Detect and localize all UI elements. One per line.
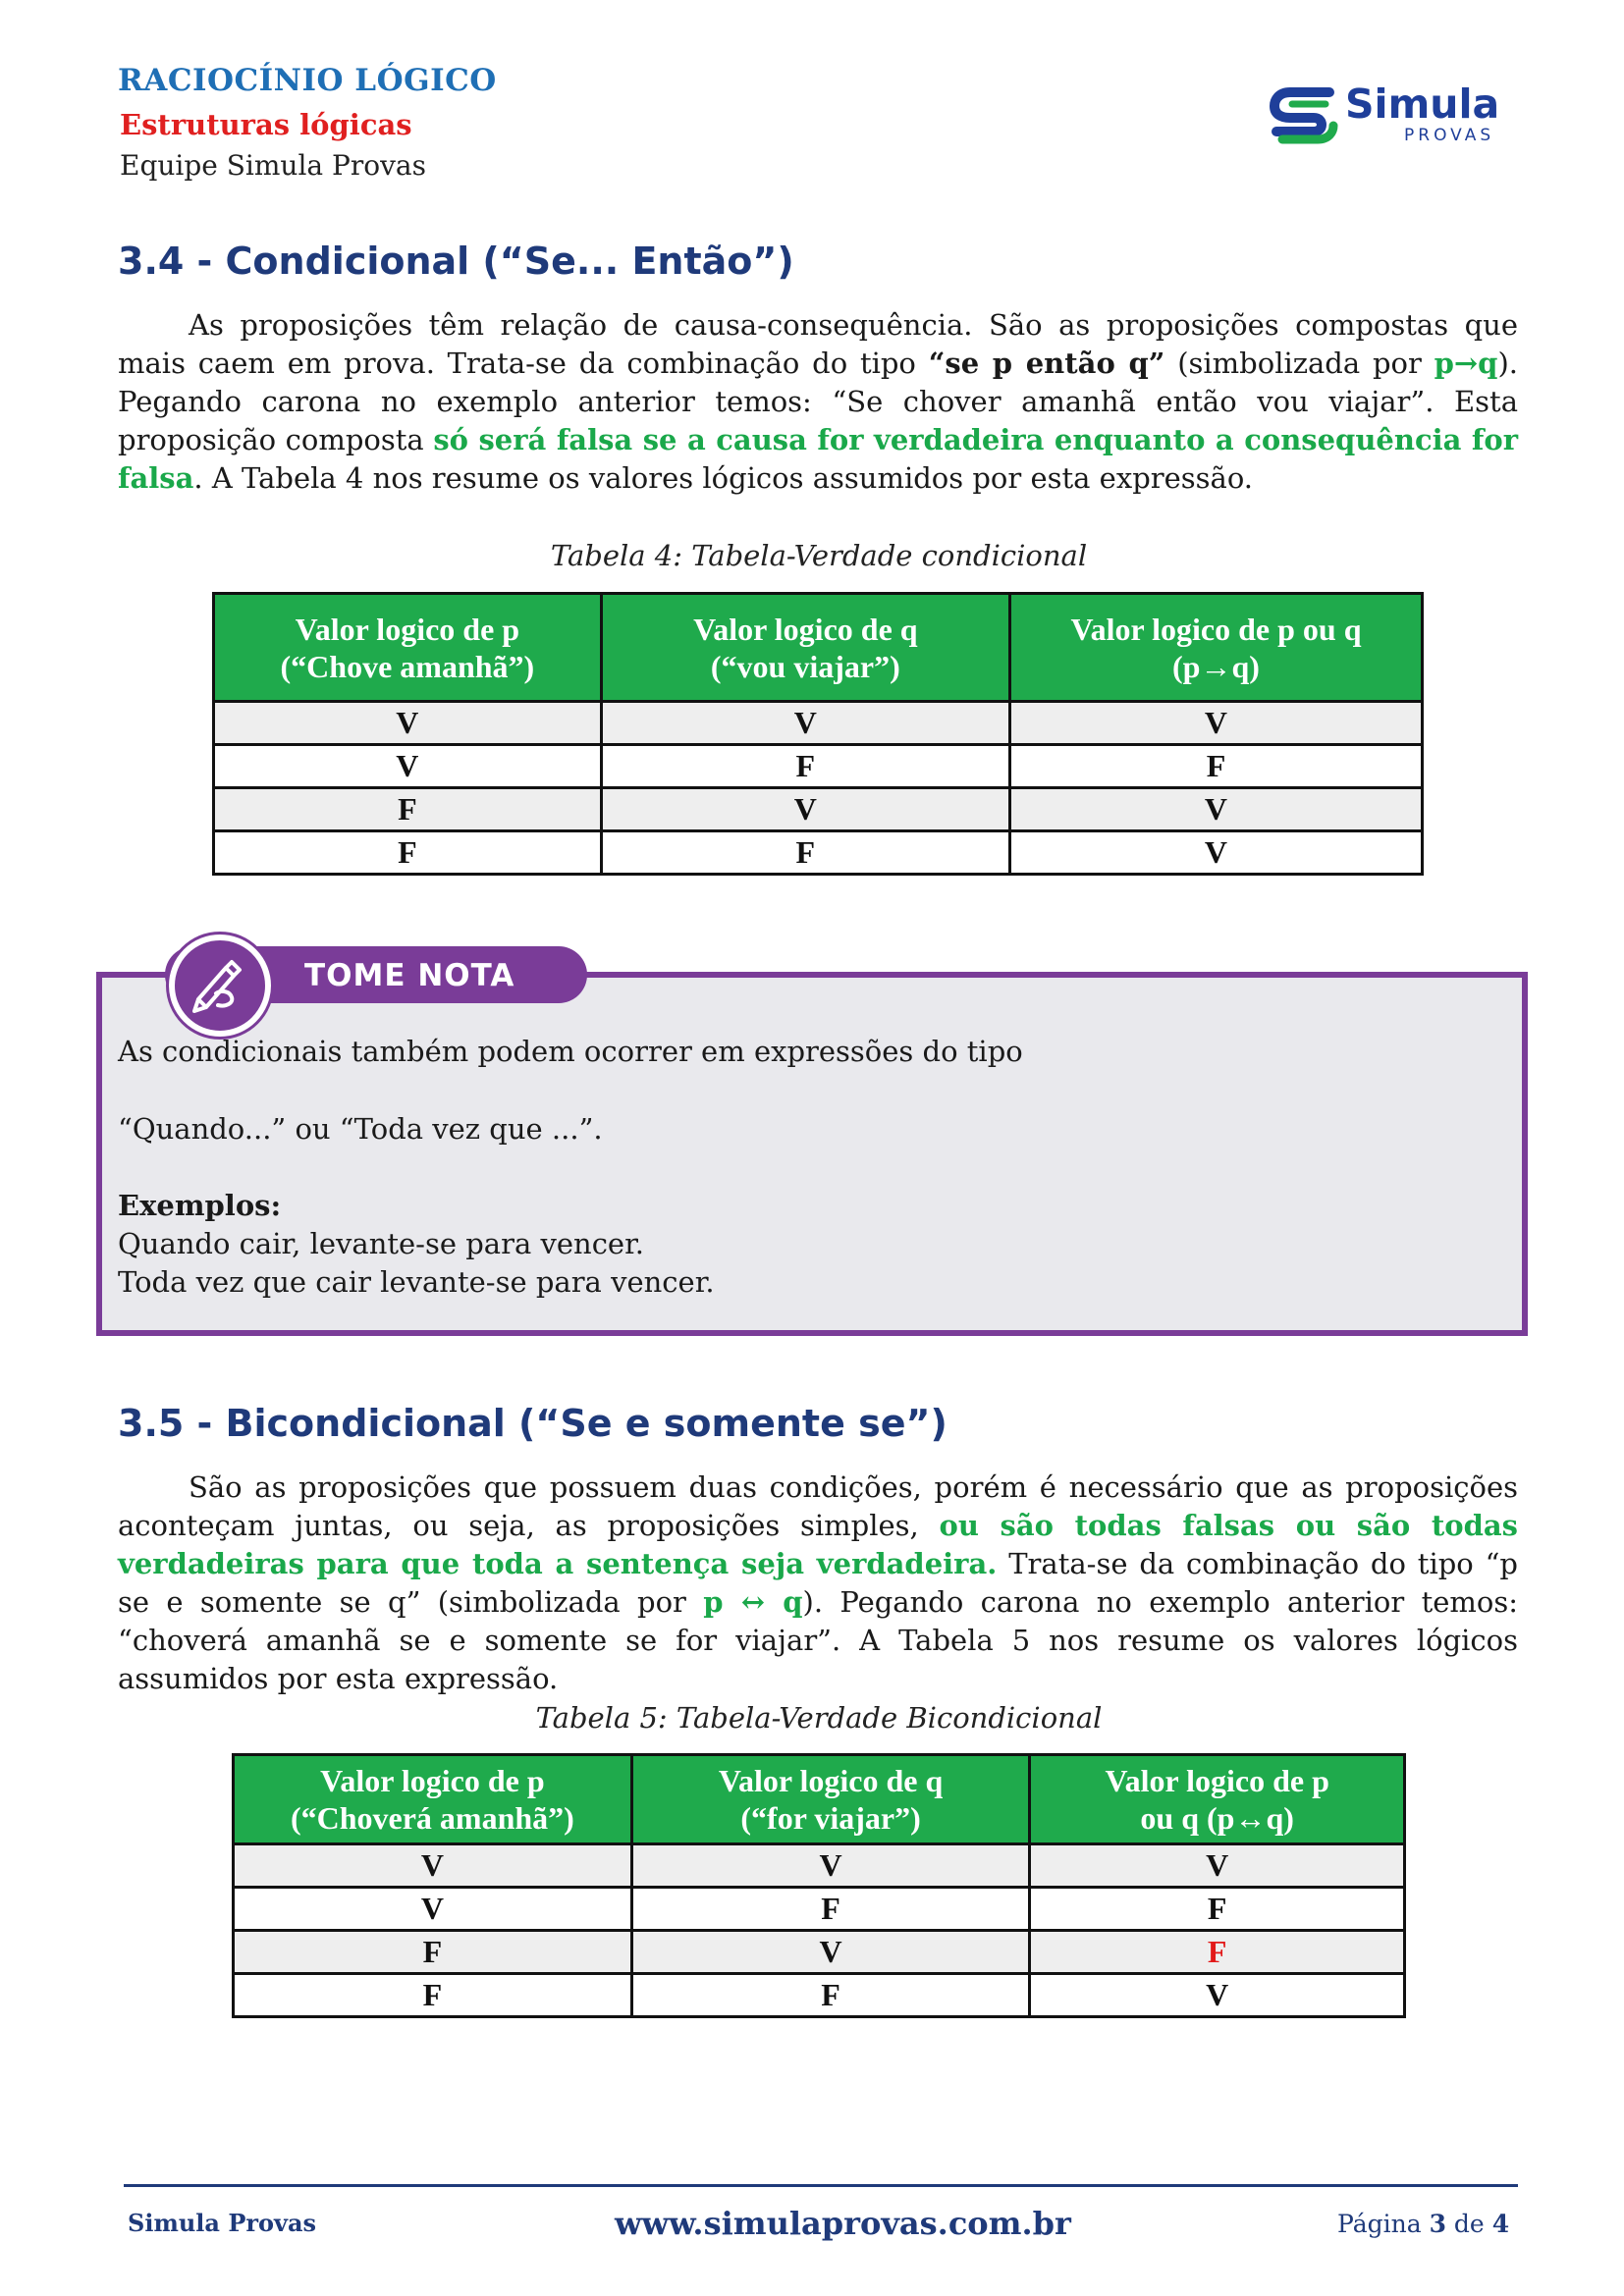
table-5-caption: Tabela 5: Tabela-Verdade Bicondicional xyxy=(535,1701,1103,1735)
footer-divider xyxy=(124,2184,1518,2187)
note-line-2: “Quando...” ou “Toda vez que ...”. xyxy=(118,1112,603,1146)
section-title-bicondicional: 3.5 - Bicondicional (“Se e somente se”) xyxy=(118,1402,947,1445)
table-cell: V xyxy=(631,1931,1030,1974)
simula-logo-icon xyxy=(1269,82,1339,147)
logo-subtitle: PROVAS xyxy=(1404,126,1495,145)
table-header-p: Valor logico de p (“Choverá amanhã”) xyxy=(234,1755,632,1844)
table-cell: V xyxy=(631,1844,1030,1888)
header-subject: RACIOCÍNIO LÓGICO xyxy=(118,63,497,98)
table-cell: F xyxy=(631,1974,1030,2017)
header-topic: Estruturas lógicas xyxy=(120,108,412,141)
table-cell: V xyxy=(234,1844,632,1888)
header-team: Equipe Simula Provas xyxy=(120,149,426,182)
table-cell: V xyxy=(1009,702,1422,745)
table-cell: F xyxy=(601,745,1009,788)
table-cell: F xyxy=(601,831,1009,875)
note-line-1: As condicionais também podem ocorrer em expressões do tipo xyxy=(118,1035,1023,1068)
table-row xyxy=(214,745,1423,788)
table-row xyxy=(234,1931,1405,1974)
table-cell: F xyxy=(1030,1888,1405,1931)
table-cell: F xyxy=(214,831,602,875)
table-header-p: Valor logico de p (“Chove amanhã”) xyxy=(214,594,602,702)
table-cell: F xyxy=(234,1974,632,2017)
table-cell: V xyxy=(234,1888,632,1931)
note-example-1: Quando cair, levante-se para vencer. xyxy=(118,1227,644,1260)
table-header-q: Valor logico de q (“for viajar”) xyxy=(631,1755,1030,1844)
logo-wordmark: Simula xyxy=(1345,80,1500,128)
table-cell: V xyxy=(601,702,1009,745)
table-row xyxy=(234,1844,1405,1888)
table-header-result: Valor logico de p ou q (p→q) xyxy=(1009,594,1422,702)
table-row xyxy=(234,1974,1405,2017)
table-cell: V xyxy=(1030,1974,1405,2017)
table-cell: F xyxy=(234,1931,632,1974)
table-row xyxy=(214,788,1423,831)
truth-table-bicondicional xyxy=(232,1753,1406,2018)
truth-table-condicional xyxy=(212,592,1424,876)
table-cell: V xyxy=(1009,788,1422,831)
table-cell: F xyxy=(1009,745,1422,788)
note-examples-label: Exemplos: xyxy=(118,1189,282,1222)
pencil-hand-icon xyxy=(187,954,247,1013)
section-title-condicional: 3.4 - Condicional (“Se... Então”) xyxy=(118,240,794,283)
table-cell: F xyxy=(214,788,602,831)
note-example-2: Toda vez que cair levante-se para vencer. xyxy=(118,1265,715,1299)
table-4-caption: Tabela 4: Tabela-Verdade condicional xyxy=(550,539,1088,572)
paragraph-condicional: As proposições têm relação de causa-consequência. São as proposições compostas que mais caem em prova. Trata-se da combinação do tipo “se p então q” (simbolizada por p→q). Pegando carona no exemplo anterior temos: “Se chover amanhã então vou viajar”. Esta proposição composta só será falsa se a causa for verdadeira enquanto a consequência for falsa. A Tabela 4 nos resume os valores lógicos assumidos por esta expressão. xyxy=(118,308,1519,495)
table-header-result: Valor logico de p ou q (p↔q) xyxy=(1030,1755,1405,1844)
note-badge-label: TOME NOTA xyxy=(304,958,515,993)
table-cell: V xyxy=(601,788,1009,831)
paragraph-bicondicional: São as proposições que possuem duas condições, porém é necessário que as proposições aconteçam juntas, ou seja, as proposições simples, ou são todas falsas ou são todas verdadeiras para que toda a sentença seja verdadeira. Trata-se da combinação do tipo “p se e somente se q” (simbolizada por p ↔ q). Pegando carona no exemplo anterior temos: “choverá amanhã se e somente se for viajar”. A Tabela 5 nos resume os valores lógicos assumidos por esta expressão. xyxy=(118,1470,1519,1695)
table-cell: F xyxy=(631,1888,1030,1931)
footer-website-link[interactable]: www.simulaprovas.com.br xyxy=(615,2205,1071,2242)
table-cell: V xyxy=(214,702,602,745)
table-row xyxy=(214,831,1423,875)
table-cell: V xyxy=(1030,1844,1405,1888)
table-cell: V xyxy=(214,745,602,788)
footer-page-number: Página 3 de 4 xyxy=(1337,2210,1510,2238)
table-cell-false-highlight: F xyxy=(1030,1931,1405,1974)
table-row xyxy=(214,702,1423,745)
footer-brand: Simula Provas xyxy=(128,2209,317,2237)
table-header-q: Valor logico de q (“vou viajar”) xyxy=(601,594,1009,702)
table-row xyxy=(234,1888,1405,1931)
table-cell: V xyxy=(1009,831,1422,875)
